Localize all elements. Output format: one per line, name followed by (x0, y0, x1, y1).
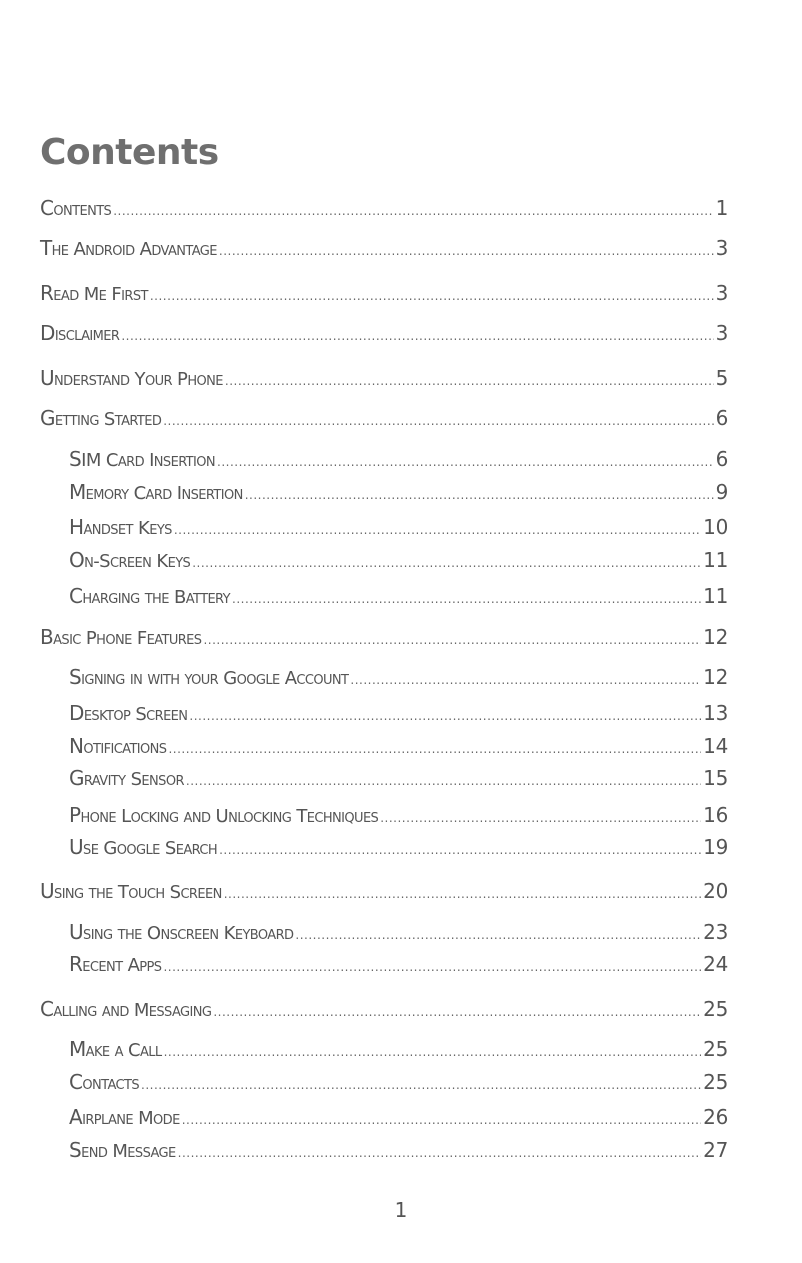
toc-dot-leader (350, 668, 701, 692)
toc-entry-page: 13 (703, 701, 728, 725)
toc-dot-leader (182, 1108, 701, 1132)
toc-entry-page: 12 (703, 665, 728, 689)
toc-entry-title: Contacts (69, 1070, 139, 1094)
toc-dot-leader (174, 518, 701, 542)
toc-entry-page: 3 (715, 281, 728, 305)
toc-dot-leader (219, 239, 714, 263)
toc-entry-title: Read Me First (40, 281, 148, 305)
toc-dot-leader (164, 1040, 702, 1064)
toc-entry[interactable] (69, 1138, 728, 1165)
toc-entry[interactable] (69, 701, 728, 728)
toc-dot-leader (192, 551, 701, 575)
toc-entry-title: On-Screen Keys (69, 548, 191, 572)
toc-entry-page: 24 (703, 952, 728, 976)
toc-entry-title: Getting Started (40, 406, 162, 430)
toc-entry-page: 19 (703, 835, 728, 859)
toc-entry[interactable] (69, 920, 728, 947)
toc-dot-leader (213, 1000, 701, 1024)
toc-entry-title: Airplane Mode (69, 1105, 180, 1129)
toc-dot-leader (178, 1141, 702, 1165)
toc-entry-title: Using the Onscreen Keyboard (69, 920, 294, 944)
toc-dot-leader (189, 704, 701, 728)
toc-entry[interactable] (40, 406, 728, 433)
toc-entry-page: 23 (703, 920, 728, 944)
toc-entry-title: Memory Card Insertion (69, 480, 243, 504)
toc-dot-leader (141, 1073, 701, 1097)
toc-entry[interactable] (40, 366, 728, 393)
toc-entry-title: Basic Phone Features (40, 625, 202, 649)
toc-entry-page: 16 (703, 803, 728, 827)
toc-entry[interactable] (69, 1105, 728, 1132)
toc-entry-page: 14 (703, 734, 728, 758)
toc-entry[interactable] (40, 879, 728, 906)
toc-dot-leader (113, 199, 713, 223)
toc-dot-leader (217, 450, 714, 474)
toc-entry-page: 5 (715, 366, 728, 390)
toc-dot-leader (186, 769, 701, 793)
toc-entry-page: 25 (703, 1037, 728, 1061)
toc-entry[interactable] (40, 196, 728, 223)
toc-entry-title: Use Google Search (69, 835, 218, 859)
toc-entry[interactable] (69, 952, 728, 979)
toc-entry-page: 9 (715, 480, 728, 504)
toc-entry-page: 20 (703, 879, 728, 903)
page-number: 1 (394, 1198, 408, 1222)
toc-entry[interactable] (69, 734, 728, 761)
toc-entry-title: Calling and Messaging (40, 997, 212, 1021)
toc-entry-page: 26 (703, 1105, 728, 1129)
toc-entry[interactable] (69, 584, 728, 611)
toc-entry[interactable] (40, 321, 728, 348)
toc-entry[interactable] (69, 1070, 728, 1097)
toc-entry-title: Make a Call (69, 1037, 162, 1061)
toc-entry-page: 15 (703, 766, 728, 790)
toc-entry[interactable] (40, 236, 728, 263)
toc-dot-leader (203, 628, 701, 652)
toc-entry-page: 10 (703, 515, 728, 539)
toc-entry[interactable] (69, 766, 728, 793)
toc-entry-title: The Android Advantage (40, 236, 217, 260)
toc-entry-page: 1 (715, 196, 728, 220)
toc-entry-title: Desktop Screen (69, 701, 188, 725)
toc-dot-leader (163, 955, 701, 979)
toc-entry-page: 11 (703, 584, 728, 608)
toc-dot-leader (232, 587, 701, 611)
toc-entry-title: Send Message (69, 1138, 176, 1162)
toc-dot-leader (245, 483, 714, 507)
toc-dot-leader (295, 923, 701, 947)
toc-entry-page: 25 (703, 1070, 728, 1094)
toc-entry[interactable] (69, 665, 728, 692)
toc-entry-page: 25 (703, 997, 728, 1021)
toc-entry-title: Signing in with your Google Account (69, 665, 349, 689)
toc-entry[interactable] (69, 835, 728, 862)
toc-dot-leader (380, 806, 701, 830)
toc-entry-page: 12 (703, 625, 728, 649)
toc-entry-title: Phone Locking and Unlocking Techniques (69, 803, 379, 827)
toc-entry-title: Gravity Sensor (69, 766, 184, 790)
toc-entry-page: 3 (715, 321, 728, 345)
toc-dot-leader (121, 324, 713, 348)
toc-entry[interactable] (40, 625, 728, 652)
toc-entry-title: Using the Touch Screen (40, 879, 222, 903)
toc-entry-page: 27 (703, 1138, 728, 1162)
toc-entry[interactable] (69, 480, 728, 507)
toc-entry[interactable] (69, 548, 728, 575)
toc-dot-leader (150, 284, 714, 308)
toc-entry-title: Charging the Battery (69, 584, 230, 608)
toc-dot-leader (168, 737, 701, 761)
toc-entry-title: SIM Card Insertion (69, 447, 216, 471)
toc-entry-title: Recent Apps (69, 952, 162, 976)
toc-dot-leader (225, 369, 714, 393)
toc-entry-title: Disclaimer (40, 321, 120, 345)
page-title: Contents (40, 132, 219, 173)
toc-entry[interactable] (40, 997, 728, 1024)
toc-dot-leader (224, 882, 701, 906)
toc-entry-title: Handset Keys (69, 515, 172, 539)
toc-entry[interactable] (40, 281, 728, 308)
toc-dot-leader (219, 838, 701, 862)
toc-entry-title: Understand Your Phone (40, 366, 223, 390)
toc-entry[interactable] (69, 1037, 728, 1064)
toc-entry[interactable] (69, 515, 728, 542)
toc-entry-page: 6 (715, 406, 728, 430)
toc-entry[interactable] (69, 803, 728, 830)
toc-entry[interactable] (69, 447, 728, 474)
toc-entry-page: 6 (715, 447, 728, 471)
toc-dot-leader (163, 409, 713, 433)
toc-entry-page: 3 (715, 236, 728, 260)
toc-entry-title: Contents (40, 196, 112, 220)
toc-entry-page: 11 (703, 548, 728, 572)
toc-entry-title: Notifications (69, 734, 167, 758)
